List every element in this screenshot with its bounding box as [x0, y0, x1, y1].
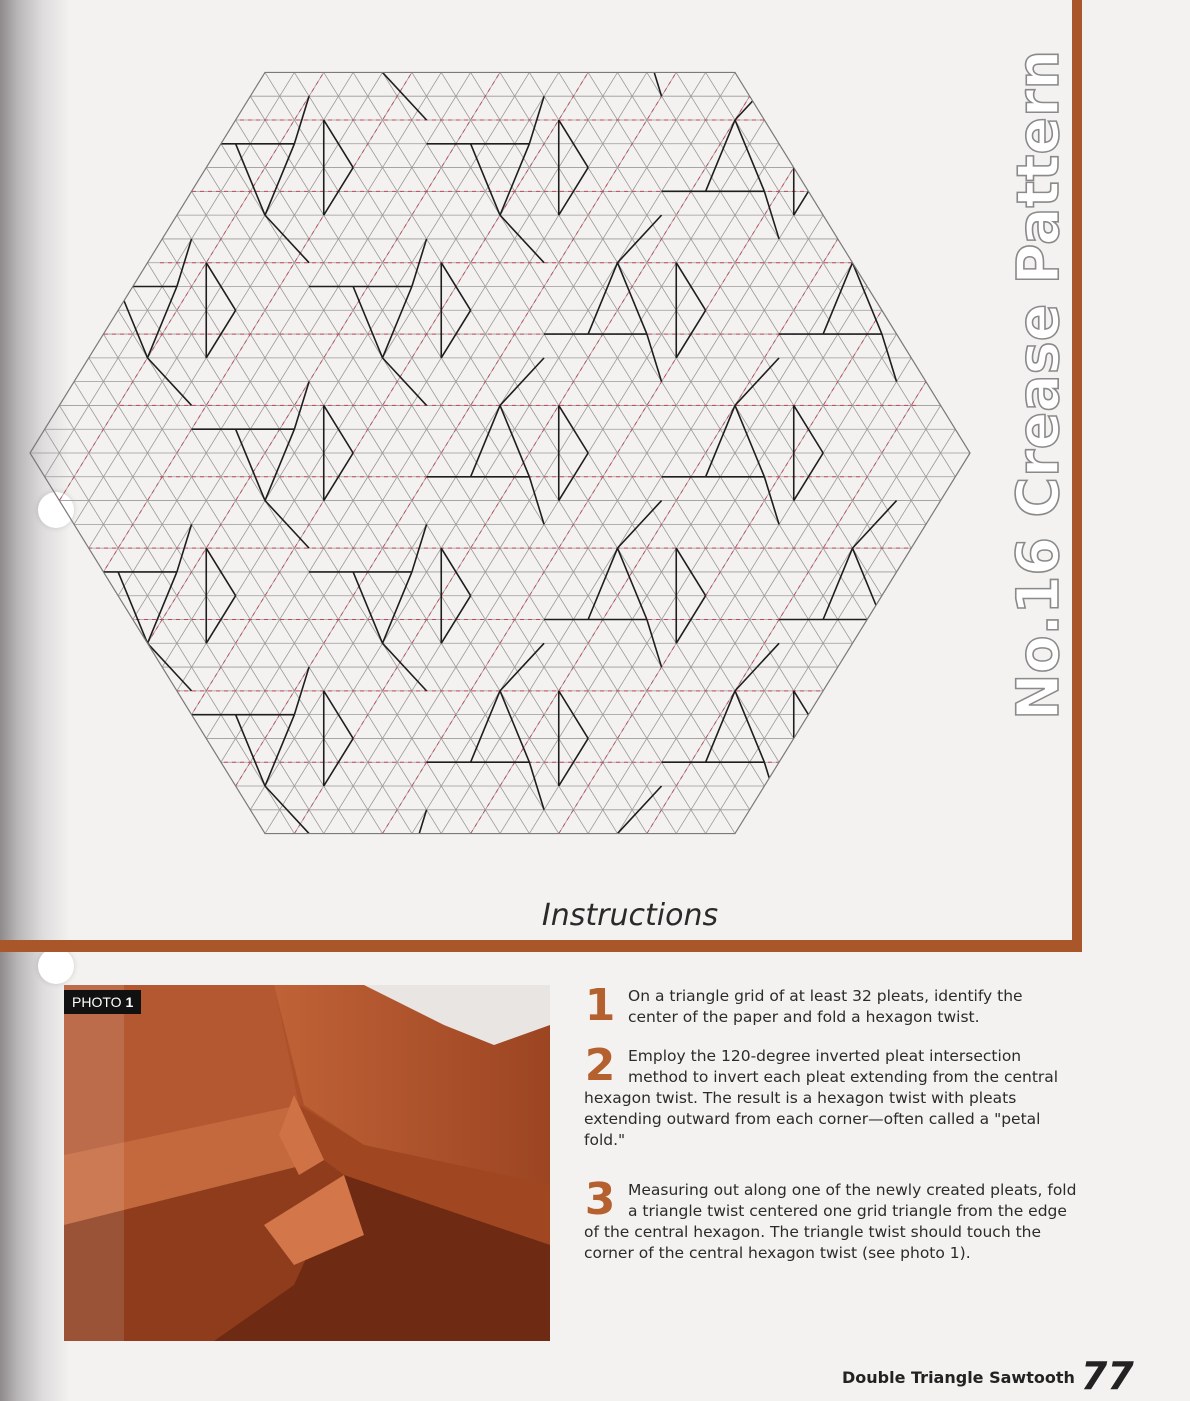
step-2 [584, 1040, 1084, 1151]
footer-section-title: Double Triangle Sawtooth [842, 1368, 1075, 1387]
crease-pattern-diagram [20, 38, 980, 868]
pattern-title: No.16 Crease Pattern [1004, 20, 1072, 720]
step-2-number: 2 [584, 1040, 616, 1091]
frame-right-border [1072, 0, 1082, 952]
photo-label [64, 990, 141, 1014]
step-3-text: Measuring out along one of the newly created pleats, fold a triangle twist centered one grid triangle from the edge of the central hexagon. The triangle twist should touch the corner of the central hexagon twist (see photo 1). [584, 1181, 1077, 1262]
pattern-title-vertical [1004, 20, 1072, 730]
instructions-heading: Instructions [541, 898, 719, 933]
step-1 [584, 980, 1044, 1031]
step-1-text: On a triangle grid of at least 32 pleats, identify the center of the paper and fold a hexagon twist. [628, 987, 1023, 1026]
frame-bottom-border [0, 940, 1082, 952]
page-footer [842, 1354, 1138, 1398]
step-2-text: Employ the 120-degree inverted pleat intersection method to invert each pleat extending from the central hexagon twist. The result is a hexagon twist with pleats extending outward from each corner—often called a "petal fold." [584, 1047, 1059, 1149]
page-number: 77 [1080, 1354, 1134, 1398]
photo-origami-fold [64, 985, 550, 1341]
step-1-number: 1 [584, 980, 616, 1031]
binder-hole-bottom [38, 948, 74, 984]
photo-label-number: 1 [125, 994, 134, 1010]
photo-label-text: PHOTO [72, 994, 122, 1010]
step-3 [584, 1174, 1084, 1264]
step-3-number: 3 [584, 1174, 616, 1225]
